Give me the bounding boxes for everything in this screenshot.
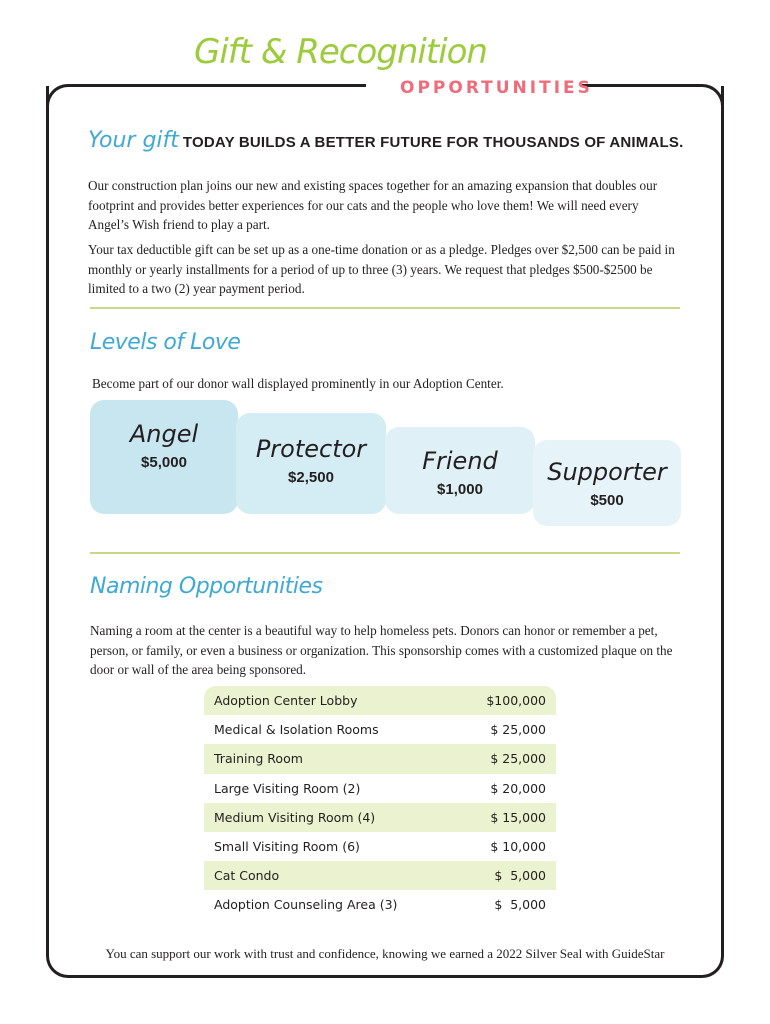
row-price: $ 25,000 [490,751,546,767]
row-price: $ 5,000 [494,868,546,884]
table-row [204,803,556,832]
level-supporter-amount: $500 [590,492,624,509]
page-title: Gift & Recognition [194,32,487,72]
row-price: $ 5,000 [494,897,546,913]
levels-heading: Levels of Love [90,330,241,355]
table-row [204,890,556,919]
divider-2 [90,552,680,554]
levels-intro: Become part of our donor wall displayed prominently in our Adoption Center. [92,376,504,391]
level-protector-amount: $2,500 [288,469,334,486]
row-price: $ 15,000 [490,809,546,825]
table-row [204,774,556,803]
level-angel-name: Angel [129,420,199,448]
gift-paragraph-1: Our construction plan joins our new and existing spaces together for an amazing expansion that doubles our footprint and provides better experiences for our cats and the people who love them! We will need every Angel’s Wish friend to play a part. [88,178,658,232]
frame-top-right [582,84,702,87]
table-row [204,744,556,773]
level-supporter [533,440,681,526]
row-label: Adoption Center Lobby [214,693,358,709]
level-friend-amount: $1,000 [437,481,483,498]
row-label: Large Visiting Room (2) [214,780,361,796]
gift-heading [88,128,683,153]
divider-1 [90,307,680,309]
row-price: $ 10,000 [490,839,546,855]
gift-heading-caps: TODAY BUILDS A BETTER FUTURE FOR THOUSANDS OF ANIMALS. [182,134,684,151]
level-supporter-name: Supporter [547,458,667,486]
row-label: Training Room [214,751,303,767]
level-angel-amount: $5,000 [141,454,187,471]
level-protector [236,413,386,514]
row-label: Adoption Counseling Area (3) [214,897,398,913]
table-row [204,861,556,890]
row-label: Cat Condo [214,868,280,884]
naming-heading: Naming Opportunities [90,574,323,599]
row-label: Medical & Isolation Rooms [214,722,379,738]
row-label: Medium Visiting Room (4) [214,809,376,825]
gift-paragraph-2: Your tax deductible gift can be set up as a one-time donation or as a pledge. Pledges over $2,500 can be paid in monthly or yearly installments for a period of up to three (3) years. We request that pledges $500-$2500 be limited to a two (2) year payment period. [88,242,675,296]
level-protector-name: Protector [255,435,367,463]
row-price: $ 25,000 [490,722,546,738]
level-friend [385,427,535,514]
frame-top-left [68,84,366,87]
table-row [204,686,556,715]
page-subtitle: OPPORTUNITIES [400,78,593,98]
naming-intro: Naming a room at the center is a beautiful way to help homeless pets. Donors can honor or remember a pet, person, or family, or even a business or organization. This sponsorship comes with a customized plaque on the door or wall of the area being sponsored. [90,623,673,677]
row-price: $ 20,000 [490,780,546,796]
gift-heading-script: Your gift [88,128,179,153]
level-angel [90,400,238,514]
table-row [204,832,556,861]
table-row [204,715,556,744]
row-label: Small Visiting Room (6) [214,839,360,855]
naming-table [204,686,556,920]
footer-note: You can support our work with trust and confidence, knowing we earned a 2022 Silver Seal with GuideStar [105,946,665,961]
row-price: $100,000 [486,693,546,709]
level-friend-name: Friend [422,447,498,475]
